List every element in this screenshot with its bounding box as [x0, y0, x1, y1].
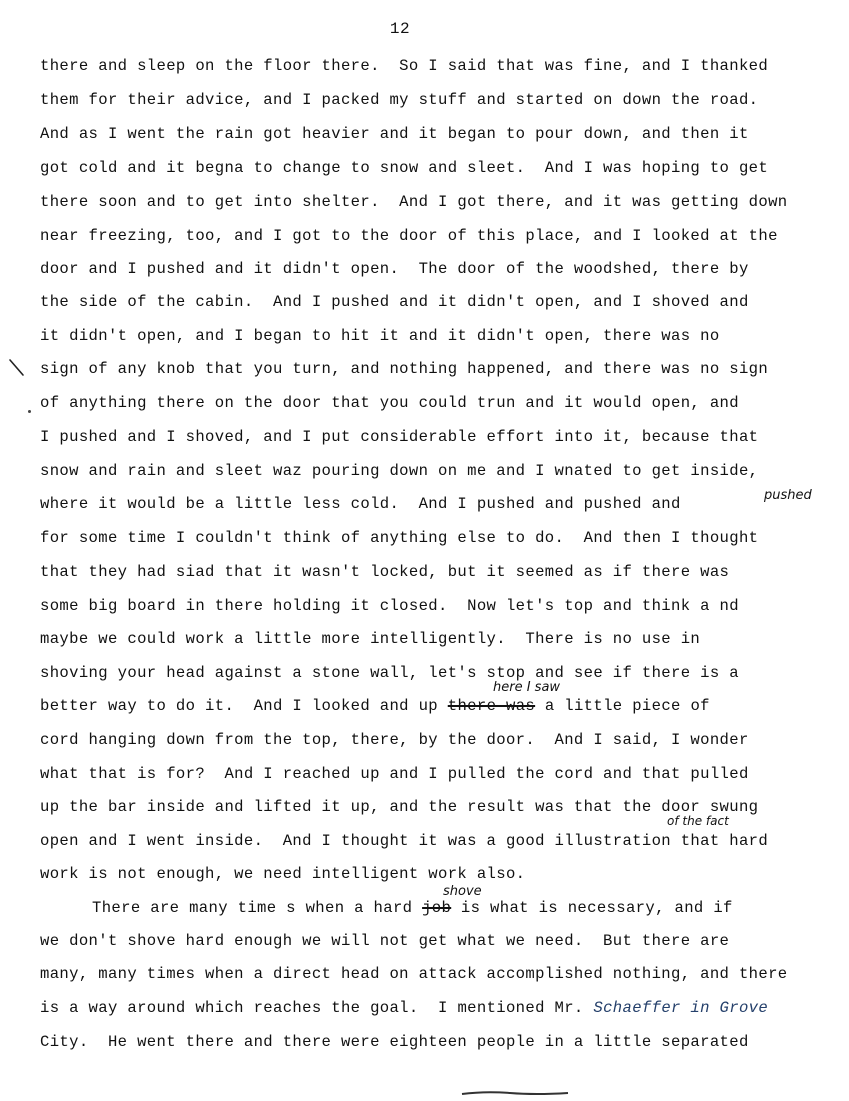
body-line: door and I pushed and it didn't open. The door of the woodshed, there by — [40, 260, 749, 278]
body-line-tail: a little piece of — [544, 697, 710, 715]
body-line: cord hanging down from the top, there, by the door. And I said, I wonder — [40, 731, 749, 749]
handwritten-annotation: of the fact — [667, 814, 729, 828]
body-line: some big board in there holding it closed. Now let's top and think a nd — [40, 597, 739, 615]
struck-text: there was — [447, 697, 536, 715]
body-line: maybe we could work a little more intelligently. There is no use in — [40, 630, 701, 648]
body-line: shoving your head against a stone wall, let's stop and see if there is a — [40, 664, 739, 682]
body-line: up the bar inside and lifted it up, and the result was that the door swung — [40, 798, 759, 816]
body-line: them for their advice, and I packed my stuff and started on down the road. — [40, 91, 759, 109]
paragraph-head: There are many time s when a hard — [92, 899, 413, 917]
body-line: And as I went the rain got heavier and it began to pour down, and then it — [40, 125, 749, 143]
handwritten-annotation: here I saw — [493, 680, 561, 695]
body-line: snow and rain and sleet waz pouring down on me and I wnated to get inside, — [40, 462, 759, 480]
body-line: there soon and to get into shelter. And I got there, and it was getting down — [40, 193, 788, 211]
struck-text: job — [422, 899, 452, 917]
body-line: there and sleep on the floor there. So I said that was fine, and I thanked — [40, 57, 769, 75]
body-line: work is not enough, we need intelligent work also. — [40, 865, 526, 883]
scan-smudge-icon — [460, 1090, 570, 1096]
paragraph-line: many, many times when a direct head on attack accomplished nothing, and there — [40, 965, 788, 983]
paragraph-head: is a way around which reaches the goal. — [40, 999, 419, 1017]
paragraph-line — [92, 898, 733, 918]
handwritten-annotation: pushed — [764, 488, 812, 503]
body-line: for some time I couldn't think of anything else to do. And then I thought — [40, 529, 759, 547]
body-line: where it would be a little less cold. And I pushed and pushed and — [40, 495, 681, 513]
body-line: sign of any knob that you turn, and nothing happened, and there was no sign — [40, 360, 769, 378]
paragraph-mid: I mentioned Mr. — [418, 999, 594, 1017]
body-line — [40, 696, 710, 716]
body-line: the side of the cabin. And I pushed and it didn't open, and I shoved and — [40, 293, 749, 311]
body-line: near freezing, too, and I got to the door of this place, and I looked at the — [40, 227, 778, 245]
body-line: that they had siad that it wasn't locked, but it seemed as if there was — [40, 563, 730, 581]
blue-text: Schaeffer in Grove — [593, 999, 769, 1017]
margin-mark-icon — [8, 358, 26, 378]
body-line: of anything there on the door that you could trun and it would open, and — [40, 394, 739, 412]
page-number: 12 — [389, 20, 411, 38]
paragraph-tail: is what is necessary, and if — [460, 899, 733, 917]
paragraph-line — [40, 998, 768, 1018]
paragraph-line: City. He went there and there were eighteen people in a little separated — [40, 1033, 749, 1051]
paragraph-line: we don't shove hard enough we will not get what we need. But there are — [40, 932, 730, 950]
body-line: open and I went inside. And I thought it was a good illustration that hard — [40, 832, 769, 850]
body-line-head: better way to do it. And I looked and up — [40, 697, 439, 715]
body-line: got cold and it begna to change to snow and sleet. And I was hoping to get — [40, 159, 769, 177]
body-line: I pushed and I shoved, and I put considerable effort into it, because that — [40, 428, 759, 446]
margin-dot — [28, 410, 31, 413]
body-line: it didn't open, and I began to hit it and it didn't open, there was no — [40, 327, 720, 345]
handwritten-annotation: shove — [443, 884, 482, 899]
body-line: what that is for? And I reached up and I pulled the cord and that pulled — [40, 765, 749, 783]
